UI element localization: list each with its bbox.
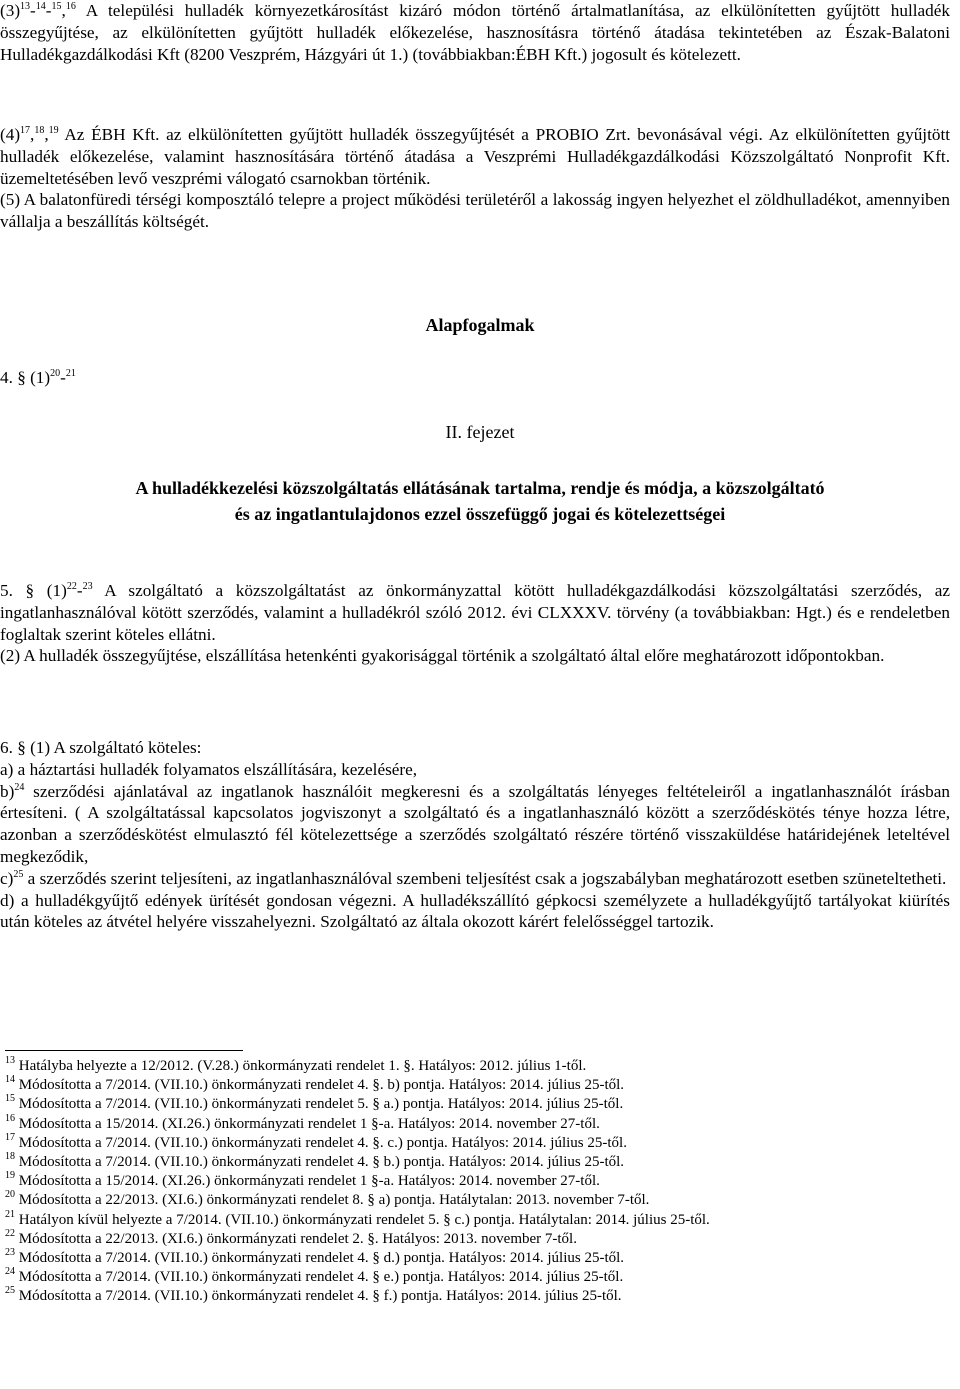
paragraph-5: (5) A balatonfüredi térségi komposztáló telepre a project működési területéről a lakosság ingyen helyezhet el zöldhulladékot, amennyiben vállalja a beszállítás költségét. [0, 190, 950, 232]
footnote [5, 1208, 955, 1230]
separator: , [44, 125, 49, 144]
separator: - [60, 368, 66, 387]
footnote-number: 23 [5, 1247, 15, 1259]
list-item-c [0, 868, 950, 890]
footnote [5, 1268, 955, 1287]
footnote-ref[interactable]: 13 [20, 1, 31, 12]
footnote [5, 1131, 955, 1153]
footnote [5, 1095, 955, 1114]
footnote-text: Módosította a 7/2014. (VII.10.) önkormányzati rendelet 4. § d.) pontja. Hatályos: 2014. július 25-től. [15, 1250, 625, 1267]
paragraph-3 [0, 0, 950, 65]
separator: - [45, 1, 52, 20]
footnote-number: 24 [5, 1266, 15, 1278]
footnote-number: 16 [5, 1112, 15, 1124]
item-text: a szerződés szerint teljesíteni, az ingatlanhasználóval szembeni teljesítést csak a jogszabályban meghatározott esetben szüneteltetheti. [23, 868, 947, 888]
section-6 [0, 737, 950, 933]
footnote-number: 17 [5, 1131, 15, 1143]
footnote-ref[interactable]: 23 [82, 581, 93, 592]
paragraph-4 [0, 124, 950, 233]
footnote-number: 13 [5, 1055, 15, 1066]
footnotes [5, 1057, 955, 1307]
item-text: szerződési ajánlatával az ingatlanok használóit megkeresni és a szolgáltatás lényeges feltételeiről a ingatlanhasználót írásban értesíteni. ( A szolgáltatással kapcsolatos jogviszonyt a szolgáltató és a ingatlanhasználó között a szerződéskötés ténye hozza létre, azonban a szerződéskötést elmulasztó fél kötelezettsége a szerződés szolgáltató részére történő visszaküldése határidejének leteltével megkeződik, [0, 781, 950, 866]
section-intro: 6. § (1) A szolgáltató köteles: [0, 738, 202, 757]
footnote [5, 1057, 955, 1076]
separator: - [76, 581, 83, 600]
footnote-number: 15 [5, 1093, 15, 1105]
section-4 [0, 367, 950, 389]
paragraph-text: Az ÉBH Kft. az elkülönítetten gyűjtött hulladék összegyűjtését a PROBIO Zrt. bevonásával végi. Az elkülönítetten gyűjtött hulladék előkezelése, valamint hasznosítására történő átadása a Veszprémi Hulladékgazdálkodási Közszolgáltató Nonprofit Kft. üzemeltetésében levő veszprémi válogató csarnokban történik. [0, 125, 950, 188]
separator: - [30, 1, 36, 20]
footnote-ref[interactable]: 16 [65, 1, 76, 12]
paragraph-label: (4) [0, 125, 21, 144]
section-heading-alapfogalmak: Alapfogalmak [425, 315, 535, 335]
footnote-ref[interactable]: 14 [35, 1, 46, 12]
chapter-number: II. fejezet [445, 422, 515, 442]
item-label: b) [0, 781, 15, 801]
footnote-text: Hatályon kívül helyezte a 7/2014. (VII.10.) önkormányzati rendelet 5. § c.) pontja. Hatálytalan: 2014. július 25-től. [15, 1211, 710, 1228]
paragraph-text: A szolgáltató a közszolgáltatást az önkormányzattal kötött hulladékgazdálkodási közszolgáltatási szerződés, az ingatlanhasználóval kötött szerződés, valamint a hulladékról szóló 2012. évi CLXXXV. törvény (a továbbiakban: Hgt.) és e rendeletben foglaltak szerint köteles ellátni. [0, 581, 950, 644]
section-label: 5. § (1) [0, 581, 67, 600]
footnote-text: Módosította a 7/2014. (VII.10.) önkormányzati rendelet 4. §. c.) pontja. Hatályos: 2014. július 25-től. [15, 1134, 627, 1151]
paragraph-label: (3) [0, 1, 21, 20]
footnote-text: Hatályba helyezte a 12/2012. (V.28.) önkormányzati rendelet 1. §. Hatályos: 2012. július 1-től. [15, 1058, 587, 1074]
chapter-title-line-1: A hulladékkezelési közszolgáltatás ellátásának tartalma, rendje és módja, a közszolgáltató [135, 478, 825, 498]
footnote-ref[interactable]: 22 [66, 581, 77, 592]
footnote-number: 25 [5, 1285, 15, 1297]
footnote-text: Módosította a 22/2013. (XI.6.) önkormányzati rendelet 2. §. Hatályos: 2013. november 7-től. [15, 1230, 577, 1247]
footnote [5, 1287, 955, 1306]
footnote-ref[interactable]: 20 [50, 368, 61, 379]
separator: , [61, 1, 66, 20]
list-item-a: a) a háztartási hulladék folyamatos elszállítására, kezelésére, [0, 759, 418, 779]
footnote [5, 1153, 955, 1172]
footnote [5, 1249, 955, 1268]
footnote-number: 18 [5, 1151, 15, 1163]
footnote-ref[interactable]: 21 [65, 368, 76, 379]
separator: , [30, 125, 35, 144]
footnote [5, 1112, 955, 1134]
footnote [5, 1172, 955, 1191]
footnote-number: 20 [5, 1189, 15, 1201]
footnote-text: Módosította a 7/2014. (VII.10.) önkormányzati rendelet 4. § b.) pontja. Hatályos: 2014. július 25-től. [15, 1154, 625, 1171]
footnote-number: 14 [5, 1074, 15, 1086]
footnote-number: 19 [5, 1170, 15, 1182]
footnote-text: Módosította a 15/2014. (XI.26.) önkormányzati rendelet 1 §-a. Hatályos: 2014. november 27-től. [15, 1173, 600, 1190]
item-label: c) [0, 868, 14, 888]
footnote-text: Módosította a 7/2014. (VII.10.) önkormányzati rendelet 4. § e.) pontja. Hatályos: 2014. július 25-től. [15, 1269, 624, 1286]
footnote-ref[interactable]: 19 [48, 125, 59, 136]
footnote-ref[interactable]: 17 [20, 125, 31, 136]
footnote-text: Módosította a 7/2014. (VII.10.) önkormányzati rendelet 4. § f.) pontja. Hatályos: 2014. július 25-től. [15, 1288, 622, 1305]
paragraph-2: (2) A hulladék összegyűjtése, elszállítása hetenkénti gyakorisággal történik a szolgáltató által előre meghatározott időpontokban. [0, 646, 885, 666]
footnote-ref[interactable]: 25 [13, 868, 24, 880]
footnote-text: Módosította a 7/2014. (VII.10.) önkormányzati rendelet 5. § a.) pontja. Hatályos: 2014. július 25-től. [15, 1096, 624, 1113]
list-item-b [0, 781, 950, 868]
footnote-number: 22 [5, 1227, 15, 1239]
footnote-ref[interactable]: 24 [14, 781, 25, 793]
chapter-title-line-2: és az ingatlantulajdonos ezzel összefüggő jogai és kötelezettségei [234, 504, 726, 524]
footnote-number: 21 [5, 1208, 15, 1220]
footnote [5, 1191, 955, 1210]
footnote [5, 1227, 955, 1249]
section-label: 4. § (1) [0, 368, 51, 387]
footnote-ref[interactable]: 15 [51, 1, 62, 12]
footnote-text: Módosította a 7/2014. (VII.10.) önkormányzati rendelet 4. §. b) pontja. Hatályos: 2014. július 25-től. [15, 1077, 625, 1094]
list-item-d: d) a hulladékgyűjtő edények ürítését gondosan végezni. A hulladékszállító gépkocsi személyzete a hulladékgyűjtő tartályokat kiürítés után köteles az átvétel helyére visszahelyezni. Szolgáltató az általa okozott kárért felelősséggel tartozik. [0, 890, 950, 932]
section-5 [0, 580, 950, 667]
footnote-text: Módosította a 22/2013. (XI.6.) önkormányzati rendelet 8. § a) pontja. Hatálytalan: 2013. november 7-től. [15, 1192, 650, 1209]
paragraph-text: A települési hulladék környezetkárosítást kizáró módon történő ártalmatlanítása, az elkülönítetten gyűjtött hulladék összegyűjtése, az elkülönítetten gyűjtött hulladék előkezelése, hasznosításra történő átadása tekintetében az Észak-Balatoni Hulladékgazdálkodási Kft (8200 Veszprém, Házgyári út 1.) (továbbiakban:ÉBH Kft.) jogosult és kötelezett. [0, 1, 950, 64]
footnote-ref[interactable]: 18 [34, 125, 45, 136]
footnote-text: Módosította a 15/2014. (XI.26.) önkormányzati rendelet 1 §-a. Hatályos: 2014. november 27-től. [15, 1115, 600, 1132]
footnote [5, 1076, 955, 1095]
footnote-separator [5, 1050, 243, 1051]
